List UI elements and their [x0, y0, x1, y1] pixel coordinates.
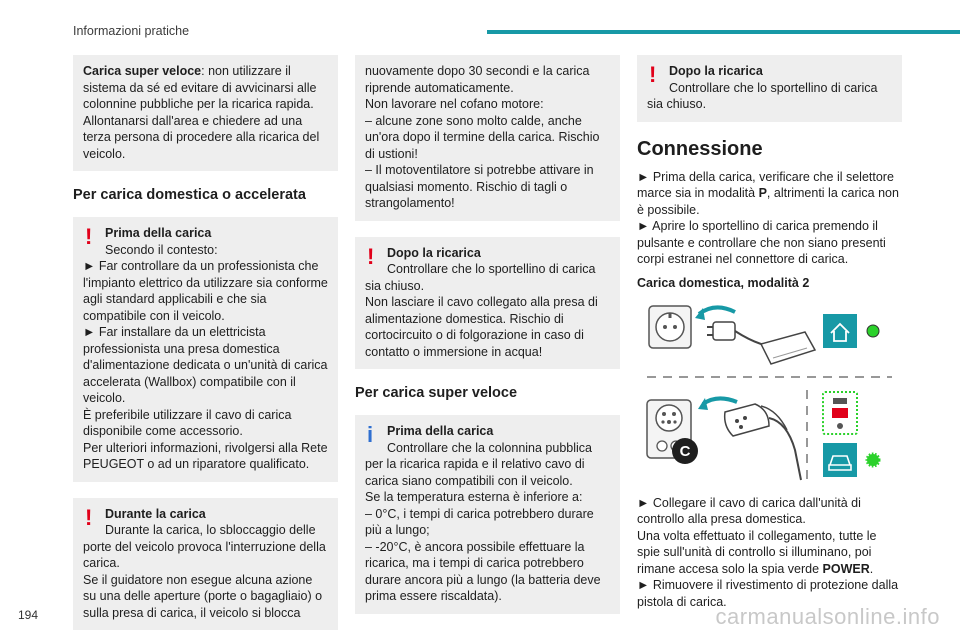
warning-box-after-charge [355, 237, 620, 370]
box-line: nuovamente dopo 30 secondi e la carica riprende automaticamente. [365, 64, 590, 95]
warning-icon: ! [85, 224, 93, 249]
box-line: – alcune zone sono molto calde, anche un'ora dopo il termine della carica. Rischio di ustioni! [365, 113, 600, 161]
warning-box-before-charge [73, 217, 338, 482]
charging-diagram [637, 300, 902, 485]
subheading-mode2: Carica domestica, modalità 2 [637, 275, 810, 290]
box-line: – -20°C, è ancora possibile effettuare la ricarica, ma i tempi di carica potrebbero durare ancora più a lungo (la batteria deve prima essere riscaldata). [365, 539, 601, 603]
paragraph: ► Prima della carica, verificare che il selettore marce sia in modalità P, altrimenti la carica non è possibile. [637, 169, 899, 217]
box-title: Prima della carica [105, 226, 212, 240]
badge-c-label: C [679, 442, 691, 460]
charging-illustration [637, 300, 902, 485]
home-icon [823, 314, 857, 348]
column-1 [73, 55, 338, 640]
intro-text: Carica super veloce: non utilizzare il sistema da sé ed evitare di avvicinarsi alle colonnine pubbliche per la ricarica rapida. Allontanarsi dall'area e chiedere ad una terza persona di procedere alla ricarica del veicolo. [83, 64, 320, 161]
box-line: Secondo il contesto: [105, 242, 218, 257]
plug-icon [707, 322, 815, 364]
paragraph: ► Aprire lo sportellino di carica premendo il pulsante e controllare che non siano presenti corpi estranei nel connettore di carica. [637, 219, 886, 266]
box-line: Controllare che lo sportellino di carica sia chiuso. [365, 262, 596, 293]
paragraph: Una volta effettuato il collegamento, tutte le spie sull'unità di controllo si illuminano, poi rimane accesa solo la spia verde POWER. [637, 528, 877, 576]
box-line: Per ulteriori informazioni, rivolgersi alla Rete PEUGEOT o ad un riparatore qualificato. [83, 440, 328, 471]
box-line: Controllare che lo sportellino di carica sia chiuso. [647, 80, 878, 111]
box-line: – 0°C, i tempi di carica potrebbero durare più a lungo; [365, 506, 594, 537]
warning-box-after-charge-2 [637, 55, 902, 122]
column-2 [355, 55, 620, 630]
box-title: Dopo la ricarica [387, 245, 481, 260]
section-heading-domestic: Per carica domestica o accelerata [73, 187, 306, 203]
column-3 [637, 55, 902, 610]
box-line: Durante la carica, lo sbloccaggio delle porte del veicolo provoca l'interruzione della carica. [83, 523, 326, 570]
control-unit-icon [823, 392, 857, 434]
status-light-icon [867, 454, 879, 466]
info-box-super-charge [355, 415, 620, 614]
box-line: Non lavorare nel cofano motore: [365, 97, 544, 111]
page-number: 194 [18, 608, 39, 622]
car-icon [823, 443, 857, 477]
box-title: Durante la carica [105, 506, 206, 521]
box-title: Dopo la ricarica [669, 64, 763, 78]
heading-connessione: Connessione [637, 137, 763, 160]
warning-icon: ! [85, 504, 93, 530]
warning-box-during-charge [73, 498, 338, 631]
paragraph: ► Collegare il cavo di carica dall'unità di controllo alla presa domestica. [637, 495, 861, 526]
domestic-socket-icon [649, 306, 691, 348]
box-title: Prima della carica [387, 424, 494, 438]
box-line: Controllare che la colonnina pubblica per la ricarica rapida e il relativo cavo di carica siano compatibili con il veicolo. [365, 440, 592, 488]
box-line: Se la temperatura esterna è inferiore a: [365, 490, 583, 504]
section-heading-super: Per carica super veloce [355, 385, 518, 401]
header-accent-bar [487, 30, 960, 34]
warning-icon: ! [367, 243, 375, 269]
continued-box [355, 55, 620, 221]
box-line: Se il guidatore non esegue alcuna azione su una delle aperture (porte o bagagliaio) o sulla presa di carica, il veicolo si blocca [83, 572, 323, 620]
box-line: Non lasciare il cavo collegato alla presa di alimentazione domestica. Rischio di cortocircuito o di folgorazione in caso di contatto o immersione in acqua! [365, 295, 598, 359]
info-icon: i [367, 422, 374, 447]
paragraph: ► Rimuovere il rivestimento di protezione dalla pistola di carica. [637, 578, 899, 609]
warning-icon: ! [649, 62, 657, 87]
intro-box [73, 55, 338, 171]
box-line: ► Far controllare da un professionista che l'impianto elettrico da utilizzare sia conforme agli standard applicabili e che sia compatibile con il veicolo. [83, 259, 328, 323]
box-line: È preferibile utilizzare il cavo di carica disponibile come accessorio. [83, 407, 292, 438]
charging-gun-icon [725, 404, 801, 480]
running-header: Informazioni pratiche [73, 24, 190, 38]
box-line: – Il motoventilatore si potrebbe attivare in qualsiasi momento. Rischio di tagli o strangolamento! [365, 163, 594, 210]
status-light-icon [867, 325, 879, 337]
box-line: ► Far installare da un elettricista professionista una presa domestica d'alimentazione dedicata o un'unità di carica accelerata (Wallbox) compatibile con il veicolo. [83, 325, 328, 405]
watermark: carmanualsonline.info [715, 604, 940, 629]
